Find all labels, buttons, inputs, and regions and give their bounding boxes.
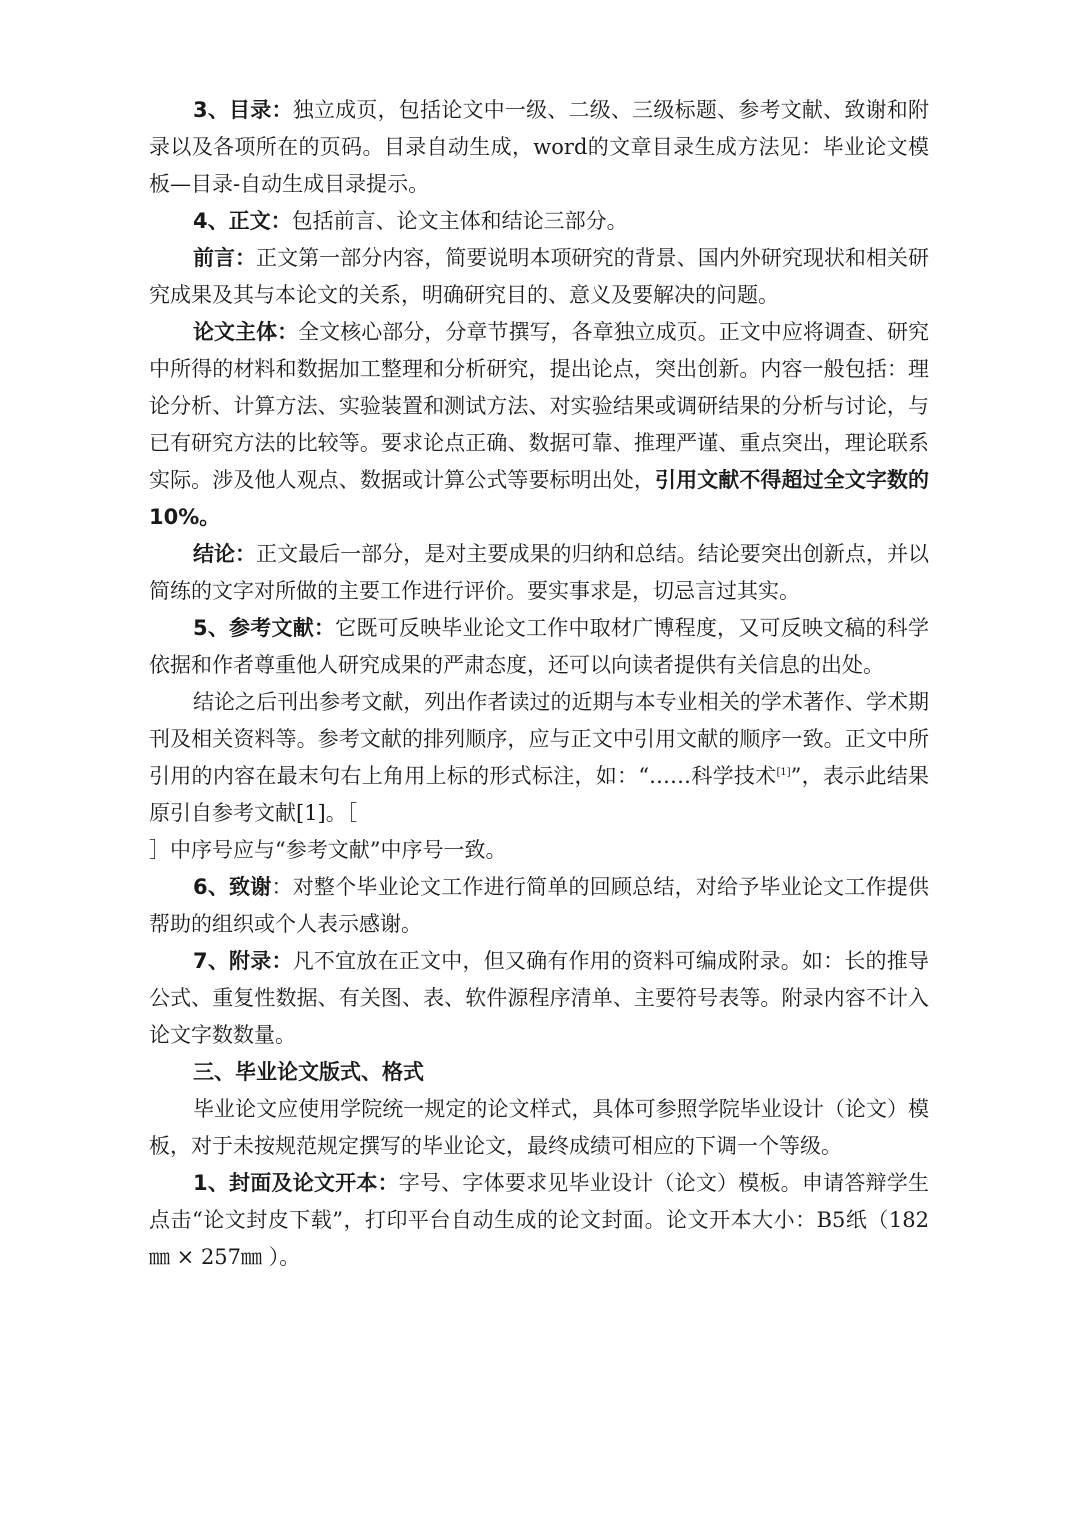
heading-toc: 3、目录： — [193, 98, 293, 122]
heading-conclusion: 结论： — [193, 542, 257, 566]
text-appendix: 凡不宜放在正文中，但又确有作用的资料可编成附录。如：长的推导公式、重复性数据、有关图、表、软件源程序清单、主要符号表等。附录内容不计入论文字数数量。 — [149, 949, 929, 1047]
text-preface: 正文第一部分内容，简要说明本项研究的背景、国内外研究现状和相关研究成果及其与本论文的关系，明确研究目的、意义及要解决的问题。 — [149, 246, 930, 307]
heading-preface: 前言： — [193, 246, 257, 270]
paragraph-references — [149, 610, 929, 684]
paragraph-conclusion — [149, 536, 929, 610]
paragraph-format-heading — [149, 1054, 929, 1091]
text-references-note-line2: ］中序号应与“参考文献”中序号一致。 — [149, 838, 507, 862]
paragraph-cover — [149, 1165, 929, 1276]
heading-references: 5、参考文献： — [193, 616, 336, 640]
text-thanks: ：对整个毕业论文工作进行简单的回顾总结，对给予毕业论文工作提供帮助的组织或个人表示感谢。 — [149, 875, 929, 936]
text-references-note: 结论之后刊出参考文献，列出作者读过的近期与本专业相关的学术著作、学术期刊及相关资料等。参考文献的排列顺序，应与正文中引用文献的顺序一致。正文中所引用的内容在最末句右上角用上标的形式标注，如：“……科学技术 — [149, 690, 929, 788]
heading-cover: 1、封面及论文开本： — [193, 1171, 399, 1195]
superscript-citation: [1] — [776, 767, 791, 778]
text-body: 包括前言、论文主体和结论三部分。 — [291, 209, 628, 233]
document-page — [149, 92, 929, 1276]
text-references-note-tail: ”，表示此结果原引自参考文献[1]。［ — [149, 764, 929, 825]
text-conclusion: 正文最后一部分，是对主要成果的归纳和总结。结论要突出创新点，并以简练的文字对所做的主要工作进行评价。要实事求是，切忌言过其实。 — [149, 542, 930, 603]
paragraph-format-intro — [149, 1091, 929, 1165]
paragraph-appendix — [149, 943, 929, 1054]
paragraph-references-note — [149, 684, 929, 832]
heading-main-body: 论文主体： — [193, 320, 299, 344]
emphasis-citation-limit: 引用文献不得超过全文字数的10%。 — [149, 468, 929, 529]
paragraph-body — [149, 203, 929, 240]
heading-appendix: 7、附录： — [193, 949, 293, 973]
text-main-body: 全文核心部分，分章节撰写，各章独立成页。正文中应将调查、研究中所得的材料和数据加工整理和分析研究，提出论点，突出创新。内容一般包括：理论分析、计算方法、实验装置和测试方法、对实验结果或调研结果的分析与讨论，与已有研究方法的比较等。要求论点正确、数据可靠、推理严谨、重点突出，理论联系实际。涉及他人观点、数据或计算公式等要标明出处， — [149, 320, 930, 492]
paragraph-toc — [149, 92, 929, 203]
paragraph-preface — [149, 240, 929, 314]
heading-format: 三、毕业论文版式、格式 — [193, 1060, 424, 1084]
paragraph-main-body — [149, 314, 929, 536]
paragraph-thanks — [149, 869, 929, 943]
text-cover: 字号、字体要求见毕业设计（论文）模板。申请答辩学生点击“论文封皮下载”，打印平台自动生成的论文封面。论文开本大小：B5纸（182㎜ × 257㎜ ）。 — [149, 1171, 929, 1269]
paragraph-references-note-line2 — [149, 832, 929, 869]
heading-body: 4、正文： — [193, 209, 292, 233]
text-references: 它既可反映毕业论文工作中取材广博程度，又可反映文稿的科学依据和作者尊重他人研究成果的严肃态度，还可以向读者提供有关信息的出处。 — [149, 616, 929, 677]
text-format-intro: 毕业论文应使用学院统一规定的论文样式，具体可参照学院毕业设计（论文）模板，对于未按规范规定撰写的毕业论文，最终成绩可相应的下调一个等级。 — [149, 1097, 929, 1158]
text-toc: 独立成页，包括论文中一级、二级、三级标题、参考文献、致谢和附录以及各项所在的页码。目录自动生成，word的文章目录生成方法见：毕业论文模板—目录-自动生成目录提示。 — [149, 98, 929, 196]
heading-thanks: 6、致谢 — [193, 875, 272, 899]
